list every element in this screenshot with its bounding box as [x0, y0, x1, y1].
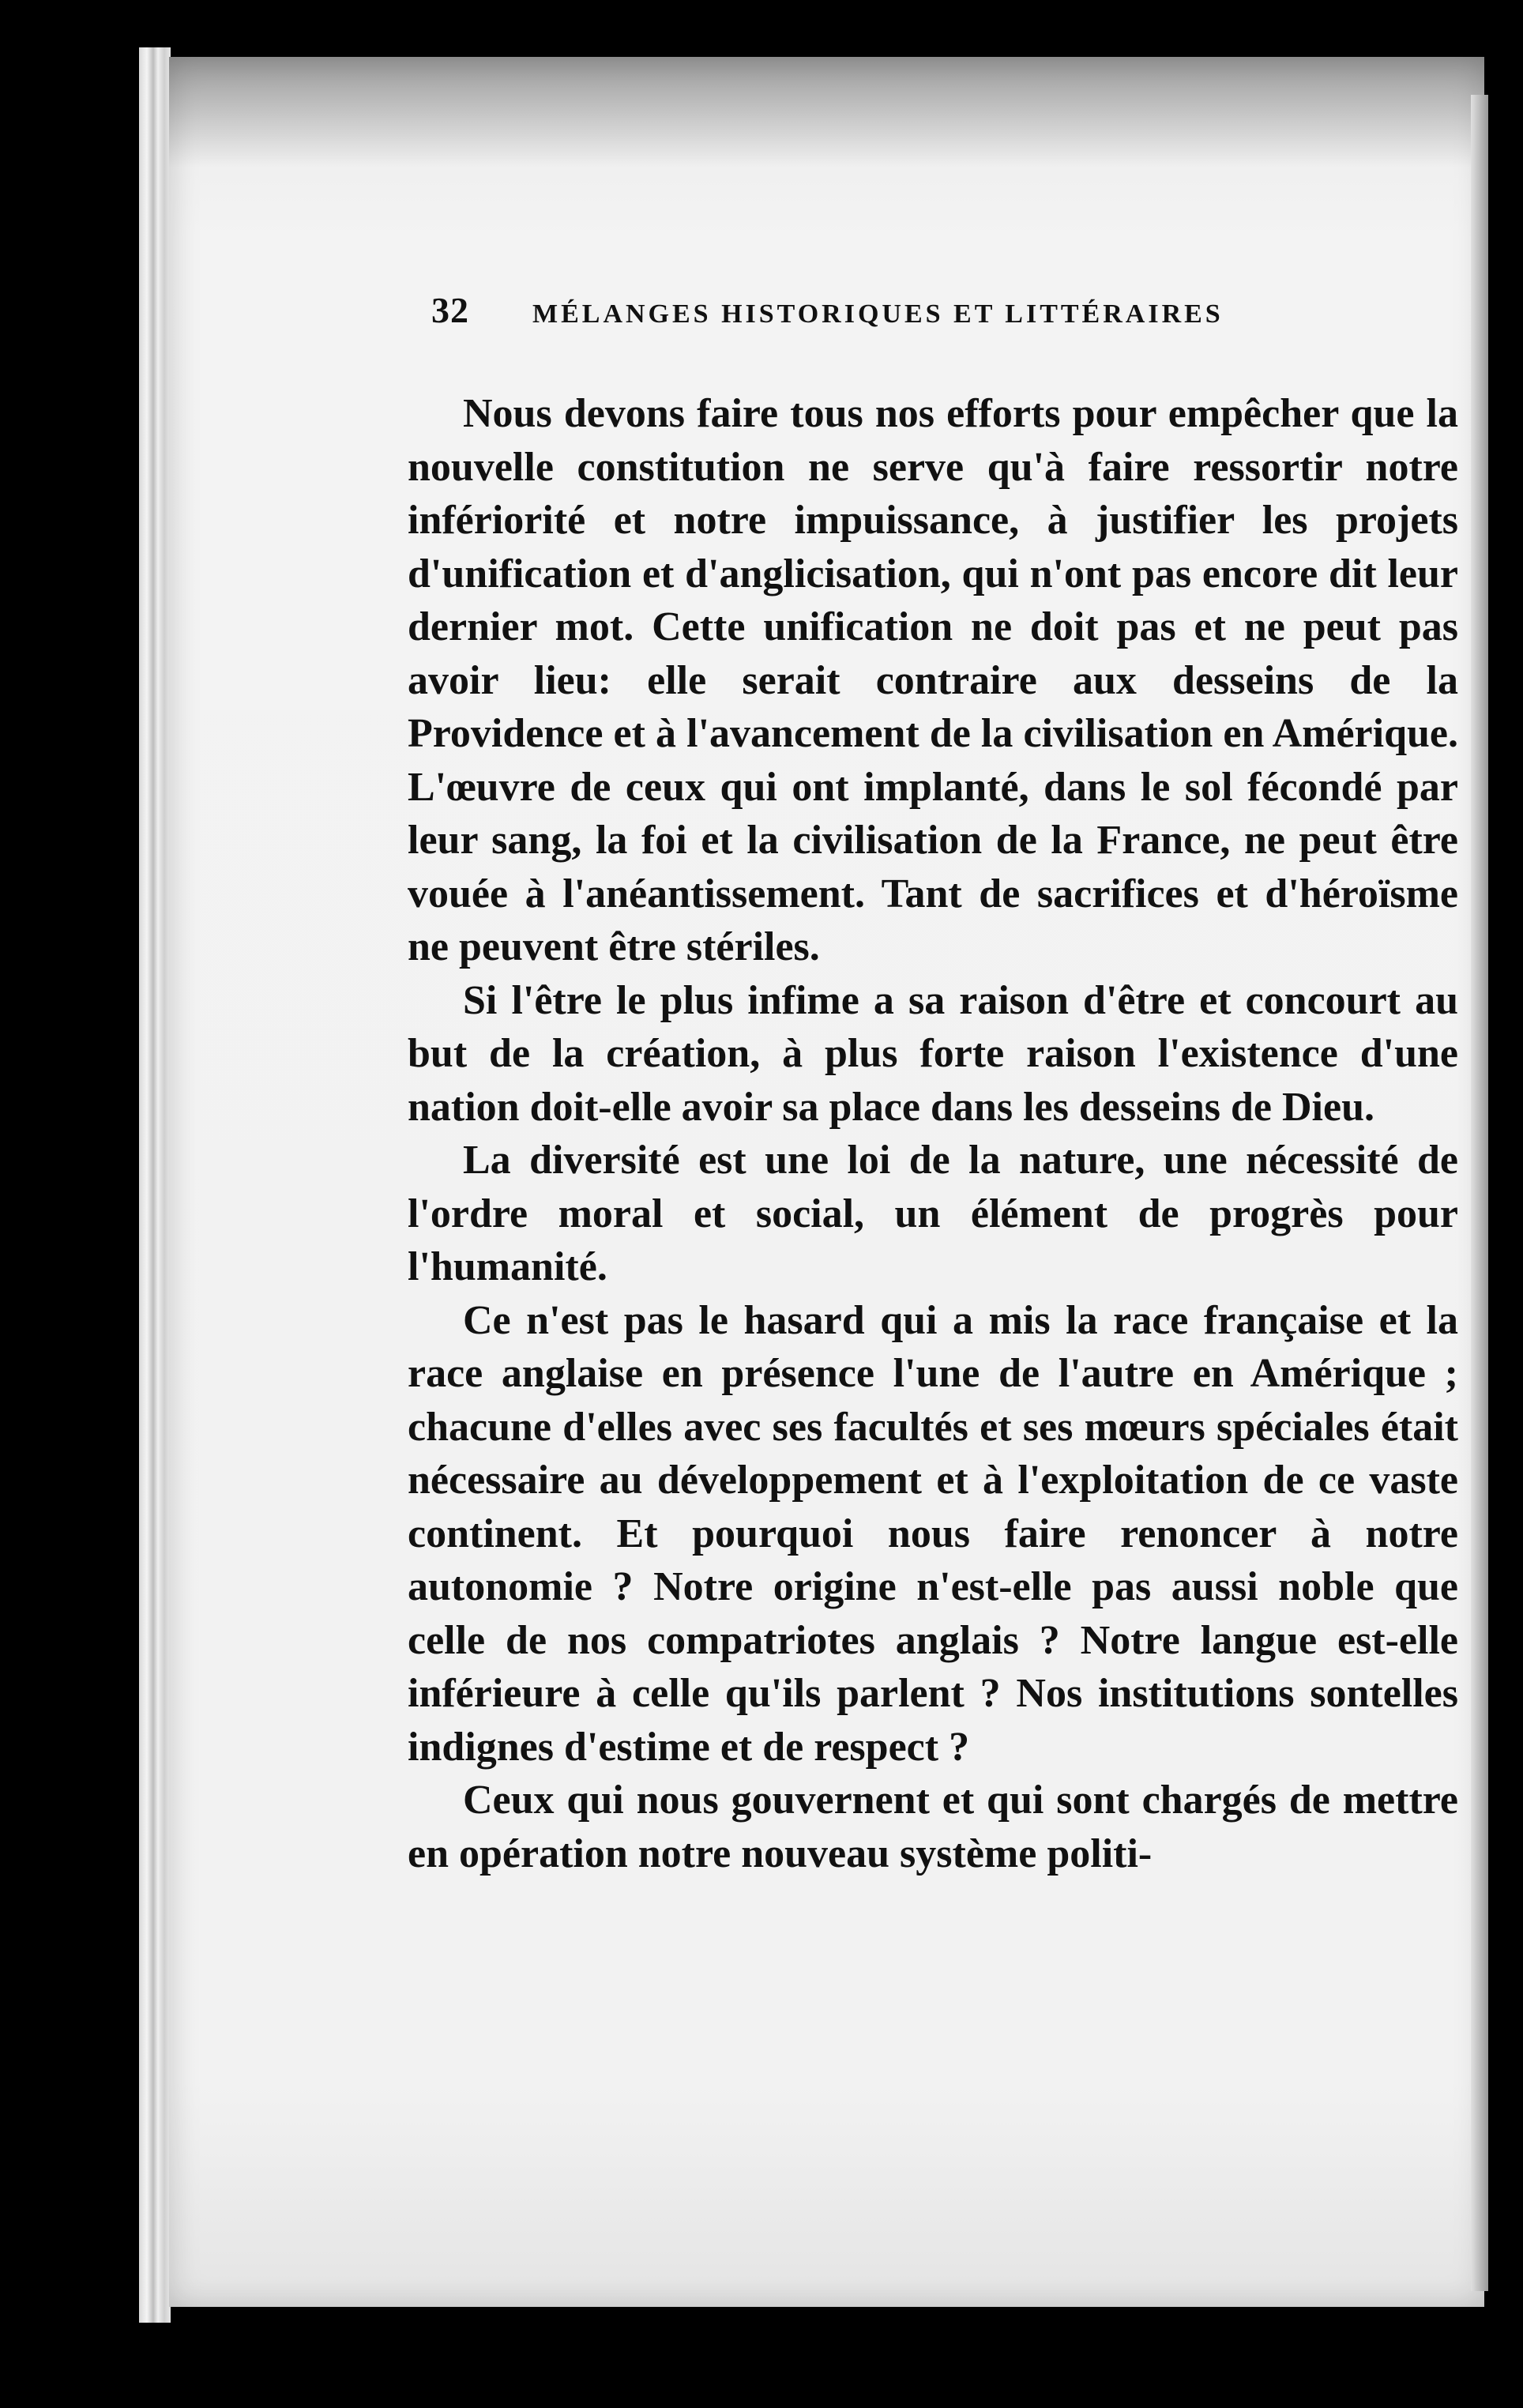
paragraph: La diversité est une loi de la nature, une nécessité de l'ordre moral et social, un élément de progrès pour l'humanité. [408, 1138, 1458, 1289]
paragraph: Nous devons faire tous nos efforts pour empêcher que la nouvelle constitution ne serve qu'à faire ressortir notre infériorité et notre impuissance, à justifier les projets d'unification et d'anglicisation, qui n'ont pas encore dit leur dernier mot. Cette unification ne doit pas et ne peut pas avoir lieu: elle serait contraire aux desseins de la Providence et à l'avancement de la civilisation en Amérique. L'œuvre de ceux qui ont implanté, dans le sol fécondé par leur sang, la foi et la civilisation de la France, ne peut être vouée à l'anéantissement. Tant de sacrifices et d'héroïsme ne peuvent être stériles. [408, 391, 1458, 969]
page-right-edge [1471, 95, 1488, 2291]
running-head [431, 289, 1458, 337]
page-stack-edge [139, 47, 171, 2323]
page-shadow [169, 57, 1484, 167]
running-title: MÉLANGES HISTORIQUES ET LITTÉRAIRES [532, 299, 1224, 329]
paragraph: Ceux qui nous gouvernent et qui sont chargés de mettre en opération notre nouveau système politi- [408, 1778, 1458, 1876]
paragraph: Si l'être le plus infime a sa raison d'être et concourt au but de la création, à plus forte raison l'existence d'une nation doit-elle avoir sa place dans les desseins de Dieu. [408, 977, 1458, 1130]
body-text [408, 387, 1458, 1880]
page-number: 32 [431, 290, 469, 330]
paragraph: Ce n'est pas le hasard qui a mis la race française et la race anglaise en présence l'une de l'autre en Amérique ; chacune d'elles avec ses facultés et ses mœurs spéciales était nécessaire au développement et à l'exploitation de ce vaste continent. Et pourquoi nous faire renoncer à notre autonomie ? Notre origine n'est-elle pas aussi noble que celle de nos compatriotes anglais ? Notre langue est-elle inférieure à celle qu'ils parlent ? Nos institutions sontelles indignes d'estime et de respect ? [408, 1297, 1458, 1770]
